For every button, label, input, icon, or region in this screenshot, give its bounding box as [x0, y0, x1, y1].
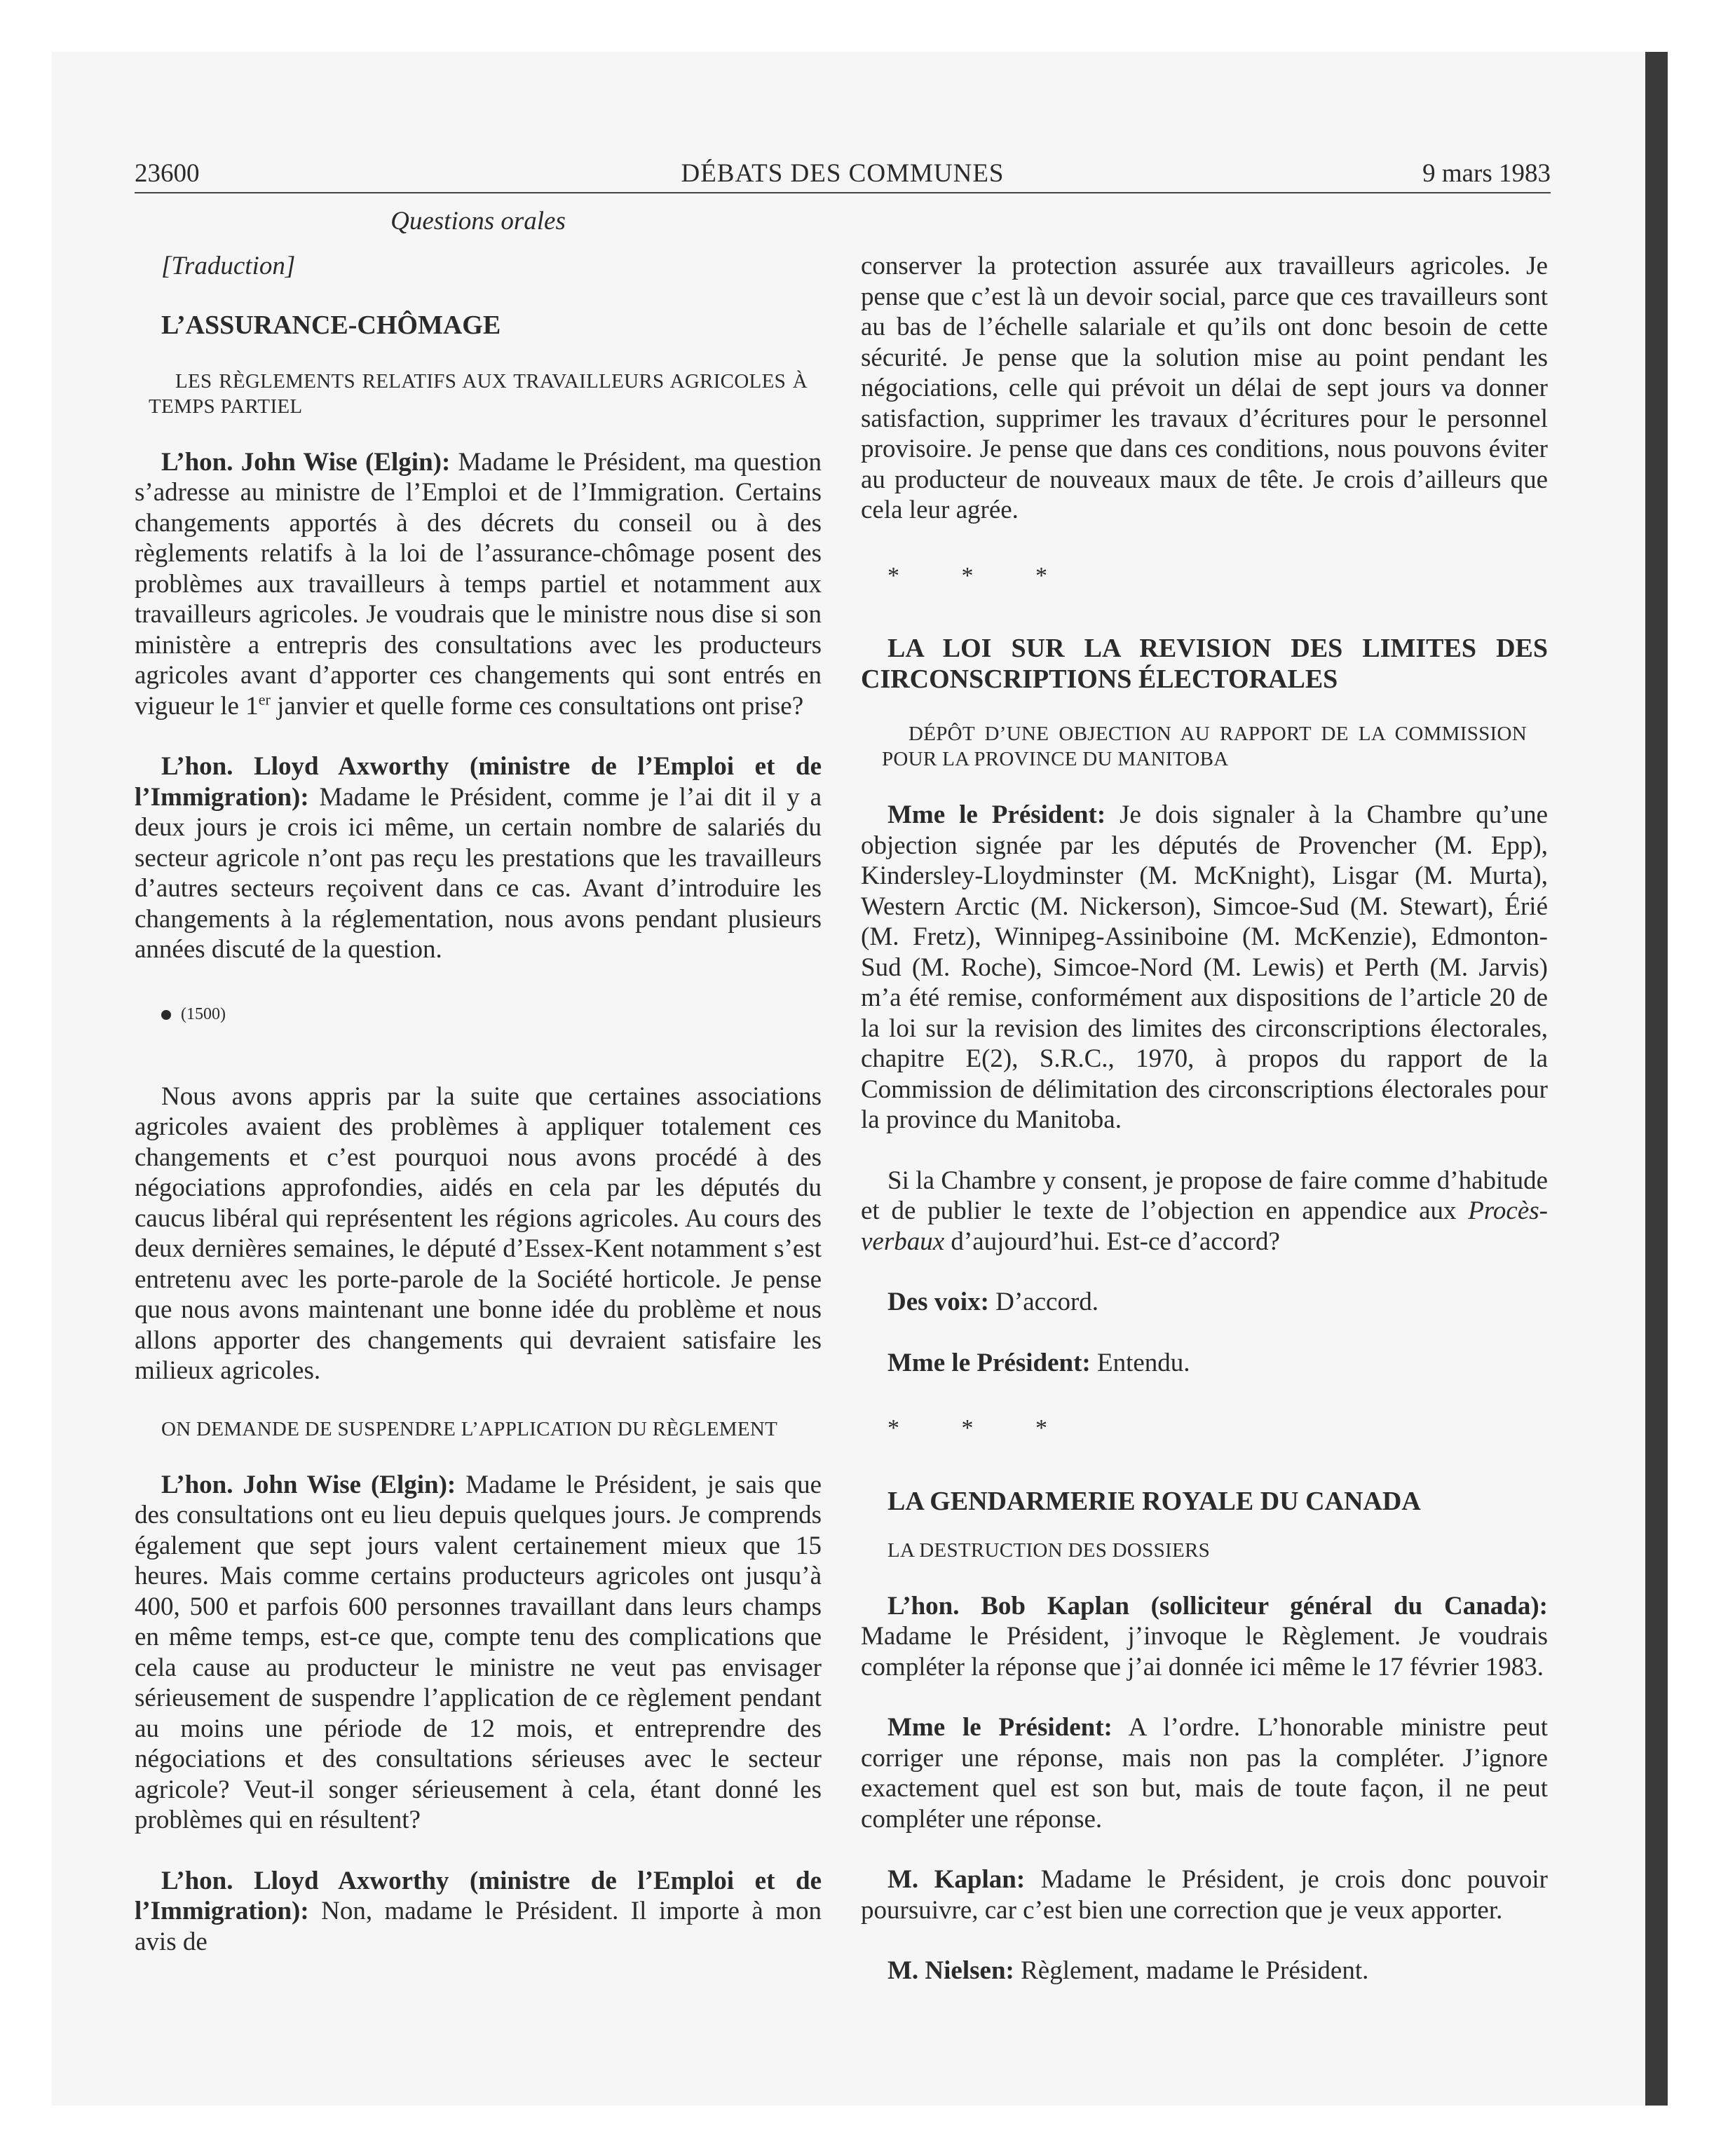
speaker: L’hon. John Wise (Elgin): — [161, 447, 451, 477]
speech-paragraph — [861, 1864, 1548, 1925]
speaker: M. Nielsen: — [887, 1956, 1014, 1985]
section-label: Questions orales — [390, 207, 566, 236]
emphasis-text: Procès-verbaux — [861, 1196, 1548, 1256]
translation-note: [Traduction] — [161, 252, 296, 280]
speaker: L’hon. Lloyd Axworthy (ministre de l’Emploi et de l’Immigration): — [135, 1866, 822, 1925]
speaker: L’hon. John Wise (Elgin): — [161, 1470, 456, 1499]
speech-text: Règlement, madame le Président. — [1014, 1956, 1369, 1985]
time-marker — [135, 1000, 822, 1028]
speech-paragraph — [861, 1956, 1548, 1986]
superscript: er — [258, 690, 271, 709]
bullet-icon — [161, 1010, 171, 1020]
speaker: M. Kaplan: — [887, 1865, 1026, 1894]
speech-text: D’accord. — [988, 1288, 1099, 1316]
section-separator: * * * — [887, 562, 1075, 589]
subheading-destruction-dossiers: LA DESTRUCTION DES DOSSIERS — [887, 1538, 1211, 1562]
speech-text: d’aujourd’hui. Est-ce d’accord? — [944, 1227, 1280, 1256]
speech-text: janvier et quelle forme ces consultations ont prise? — [270, 691, 804, 721]
speech-paragraph — [135, 751, 822, 965]
speech-paragraph — [135, 1866, 822, 1958]
subheading-depot-objection: DÉPÔT D’UNE OBJECTION AU RAPPORT DE LA COMMISSION POUR LA PROVINCE DU MANITOBA — [882, 723, 1527, 770]
speech-paragraph — [861, 1166, 1548, 1257]
speech-text: Madame le Président, j’invoque le Règlement. Je voudrais compléter la réponse que j’ai donnée ici même le 17 février 1983. — [861, 1622, 1548, 1681]
speech-paragraph — [861, 1348, 1548, 1379]
speaker: Mme le Président: — [887, 1348, 1091, 1377]
heading-gendarmerie: LA GENDARMERIE ROYALE DU CANADA — [887, 1486, 1421, 1516]
speaker: L’hon. Lloyd Axworthy (ministre de l’Emploi et de l’Immigration): — [135, 752, 822, 812]
page-number: 23600 — [135, 159, 200, 188]
binding-edge — [1645, 52, 1668, 2106]
speech-paragraph — [861, 1287, 1548, 1318]
speech-paragraph — [861, 251, 1548, 526]
heading-revision-limites: LA LOI SUR LA REVISION DES LIMITES DES CIRCONSCRIPTIONS ÉLECTORALES — [861, 634, 1548, 694]
speaker: Mme le Président: — [887, 1713, 1113, 1742]
speech-paragraph — [135, 1470, 822, 1836]
speech-text: Si la Chambre y consent, je propose de faire comme d’habitude et de publier le texte de l’objection en appendice aux — [861, 1166, 1548, 1225]
section-separator: * * * — [887, 1415, 1075, 1441]
speech-text: Madame le Président, je crois donc pouvoir poursuivre, car c’est bien une correction que je veux apporter. — [861, 1865, 1548, 1925]
speech-text: Entendu. — [1090, 1348, 1190, 1377]
speaker: Des voix: — [887, 1288, 989, 1316]
subheading-suspendre: ON DEMANDE DE SUSPENDRE L’APPLICATION DU RÈGLEMENT — [161, 1417, 778, 1440]
running-head — [135, 156, 1551, 193]
speaker: L’hon. Bob Kaplan (solliciteur général du Canada): — [887, 1591, 1548, 1621]
speech-text: Madame le Président, comme je l’ai dit il y a deux jours je crois ici même, un certain nombre de salariés du secteur agricole n’ont pas reçu les prestations que les travailleurs d’autres secteurs reçoivent dans ce cas. Avant d’introduire les changements à la réglementation, nous avons pendant plusieurs années discuté de la question. — [135, 782, 822, 964]
journal-title: DÉBATS DES COMMUNES — [681, 159, 1005, 188]
speech-text: Madame le Président, ma question s’adresse au ministre de l’Emploi et de l’Immigration. Certains changements apportés à des décrets du conseil ou à des règlements relatifs à la loi de l’assurance-chômage posent des problèmes aux travailleurs à temps partiel et notamment aux travailleurs agricoles. Je voudrais que le ministre nous dise si son ministère a entrepris des consultations avec les producteurs agricoles avant d’apporter ces changements qui sont entrés en vigueur le 1 — [135, 447, 822, 721]
speech-paragraph — [861, 800, 1548, 1135]
left-column — [135, 251, 822, 1957]
speaker: Mme le Président: — [887, 800, 1106, 829]
speech-text: Nous avons appris par la suite que certaines associations agricoles avaient des problèmes à appliquer totalement ces changements et c’est pourquoi nous avons procédé à des négociations approfondies, aidés en cela par les députés du caucus libéral qui représentent les régions agricoles. Au cours des deux dernières semaines, le député d’Essex-Kent notamment s’est entretenu avec les porte-parole de la Société horticole. Je pense que nous avons maintenant une bonne idée du problème et nous allons apporter des changements qui devraient satisfaire les milieux agricoles. — [135, 1082, 822, 1385]
time-marker-text: (1500) — [181, 1004, 226, 1023]
issue-date: 9 mars 1983 — [1422, 159, 1551, 188]
heading-assurance-chomage: L’ASSURANCE-CHÔMAGE — [161, 310, 501, 340]
speech-text: A l’ordre. L’honorable ministre peut corriger une réponse, mais non pas la compléter. J’ignore exactement quel est son but, mais de toute façon, il ne peut compléter une réponse. — [861, 1713, 1548, 1834]
speech-paragraph — [135, 447, 822, 722]
speech-text: Je dois signaler à la Chambre qu’une objection signée par les députés de Provencher (M. Epp), Kindersley-Lloydminster (M. McKnight), Lisgar (M. Murta), Western Arctic (M. Nickerson), Simcoe-Sud (M. Stewart), Érié (M. Fretz), Winnipeg-Assiniboine (M. McKenzie), Edmonton-Sud (M. Roche), Simcoe-Nord (M. Lewis) et Perth (M. Jarvis) m’a été remise, conformément aux dispositions de l’article 20 de la loi sur la revision des limites des circonscriptions électorales, chapitre E(2), S.R.C., 1970, à propos du rapport de la Commission de délimitation des circonscriptions électorales pour la province du Manitoba. — [861, 800, 1548, 1134]
speech-paragraph — [135, 1082, 822, 1386]
speech-paragraph — [861, 1591, 1548, 1683]
speech-text: Non, madame le Président. Il importe à mon avis de — [135, 1897, 822, 1956]
speech-paragraph — [861, 1712, 1548, 1834]
speech-text: Madame le Président, je sais que des consultations ont eu lieu depuis quelques jours. Je comprends également que sept jours valent certainement mieux que 15 heures. Mais comme certains producteurs agricoles ont jusqu’à 400, 500 et parfois 600 personnes travaillant dans leurs champs en même temps, est-ce que, compte tenu des complications que cela cause au producteur le ministre ne veut pas envisager sérieusement de suspendre l’application de ce règlement pendant au moins une période de 12 mois, et entreprendre des négociations et des consultations sérieuses avec le secteur agricole? Veut-il songer sérieusement à cela, étant donné les problèmes qui en résultent? — [135, 1470, 822, 1834]
speech-text: conserver la protection assurée aux travailleurs agricoles. Je pense que c’est là un devoir social, parce que ces travailleurs sont au bas de l’échelle salariale et qu’ils ont donc besoin de cette sécurité. Je pense que la solution mise au point pendant les négociations, celle qui prévoit un délai de sept jours va donner satisfaction, supprimer les travaux d’écritures pour le personnel provisoire. Je pense que dans ces conditions, nous pouvons éviter au producteur de nouveaux maux de tête. Je crois d’ailleurs que cela leur agrée. — [861, 252, 1548, 524]
subheading-reglements: LES RÈGLEMENTS RELATIFS AUX TRAVAILLEURS AGRICOLES À TEMPS PARTIEL — [149, 369, 808, 418]
right-column — [861, 251, 1548, 1986]
